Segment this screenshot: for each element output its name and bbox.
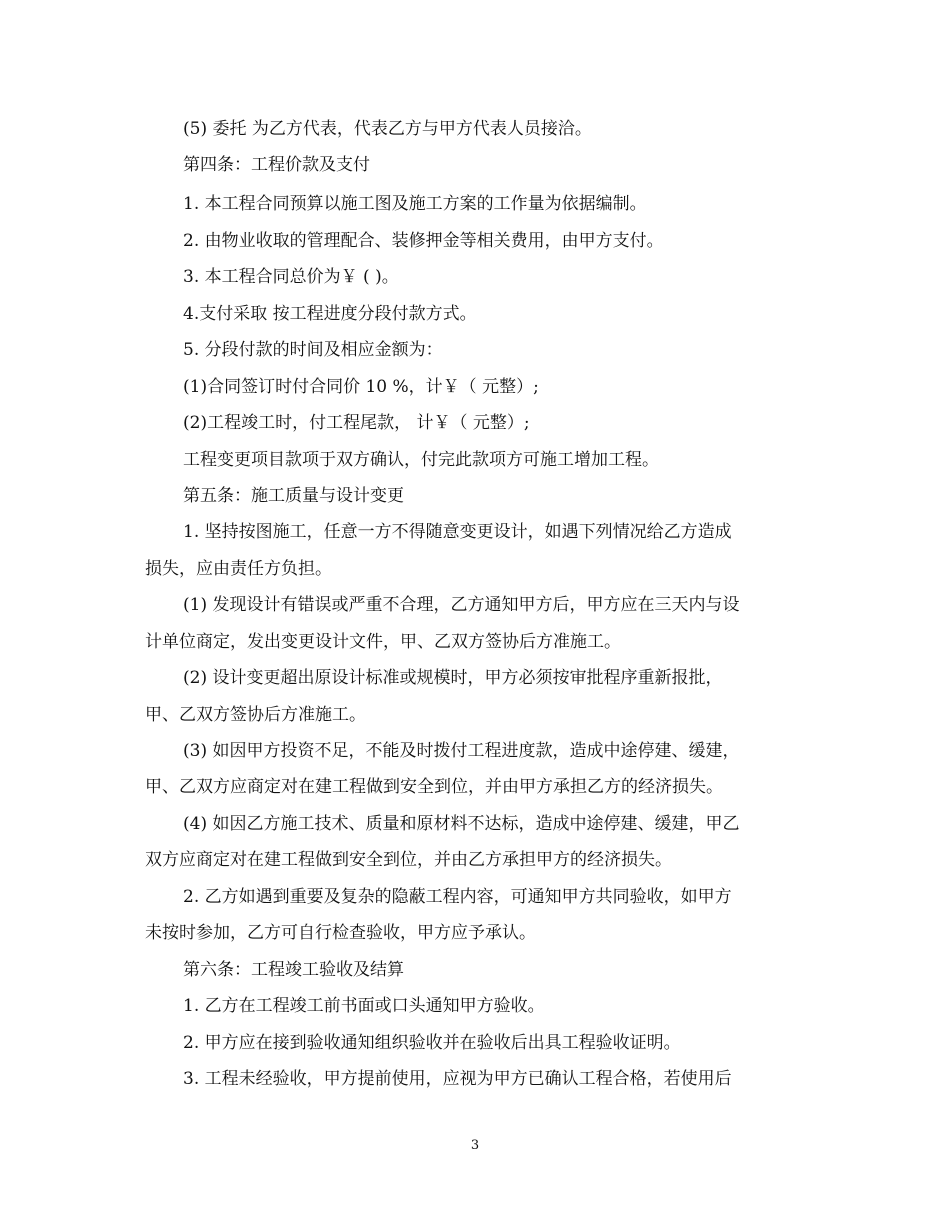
text-line: 甲、乙双方签协后方准施工。 [145,705,366,725]
text-line: 双方应商定对在建工程做到安全到位，并由乙方承担甲方的经济损失。 [145,850,672,870]
text-line: 5. 分段付款的时间及相应金额为： [183,340,443,360]
text-line: (5) 委托 为乙方代表，代表乙方与甲方代表人员接洽。 [183,119,592,139]
text-line: 3. 本工程合同总价为￥ ( )。 [183,267,399,287]
page-number: 3 [470,1138,480,1153]
text-line: (2)工程竣工时，付工程尾款， 计￥（ 元整）; [183,413,530,433]
text-line: 2. 甲方应在接到验收通知组织验收并在验收后出具工程验收证明。 [183,1033,681,1053]
text-line: 4.支付采取 按工程进度分段付款方式。 [183,304,477,324]
text-line: 损失，应由责任方负担。 [145,559,332,579]
text-line: 未按时参加，乙方可自行检查验收，甲方应予承认。 [145,923,536,943]
text-line: (3) 如因甲方投资不足，不能及时拨付工程进度款，造成中途停建、缓建， [183,741,740,761]
text-line: 1. 本工程合同预算以施工图及施工方案的工作量为依据编制。 [183,194,647,214]
text-line: 计单位商定，发出变更设计文件，甲、乙双方签协后方准施工。 [145,632,621,652]
text-line: (1) 发现设计有错误或严重不合理，乙方通知甲方后，甲方应在三天内与设 [183,595,740,615]
text-line: (2) 设计变更超出原设计标准或规模时，甲方必须按审批程序重新报批， [183,668,723,688]
text-line: 2. 由物业收取的管理配合、装修押金等相关费用，由甲方支付。 [183,231,664,251]
text-line: 3. 工程未经验收，甲方提前使用，应视为甲方已确认工程合格，若使用后 [183,1069,732,1089]
text-line: 工程变更项目款项于双方确认，付完此款项方可施工增加工程。 [183,450,659,470]
section-heading: 第五条：施工质量与设计变更 [183,486,404,506]
text-line: 2. 乙方如遇到重要及复杂的隐蔽工程内容，可通知甲方共同验收，如甲方 [183,887,732,907]
text-line: 1. 坚持按图施工，任意一方不得随意变更设计，如遇下列情况给乙方造成 [183,522,732,542]
text-line: (1)合同签订时付合同价 10 %，计￥（ 元整）; [183,377,539,397]
text-line: 1. 乙方在工程竣工前书面或口头通知甲方验收。 [183,996,545,1016]
text-line: 甲、乙双方应商定对在建工程做到安全到位，并由甲方承担乙方的经济损失。 [145,777,723,797]
section-heading: 第六条：工程竣工验收及结算 [183,960,404,980]
text-line: (4) 如因乙方施工技术、质量和原材料不达标，造成中途停建、缓建，甲乙 [183,814,740,834]
section-heading: 第四条：工程价款及支付 [183,155,370,175]
